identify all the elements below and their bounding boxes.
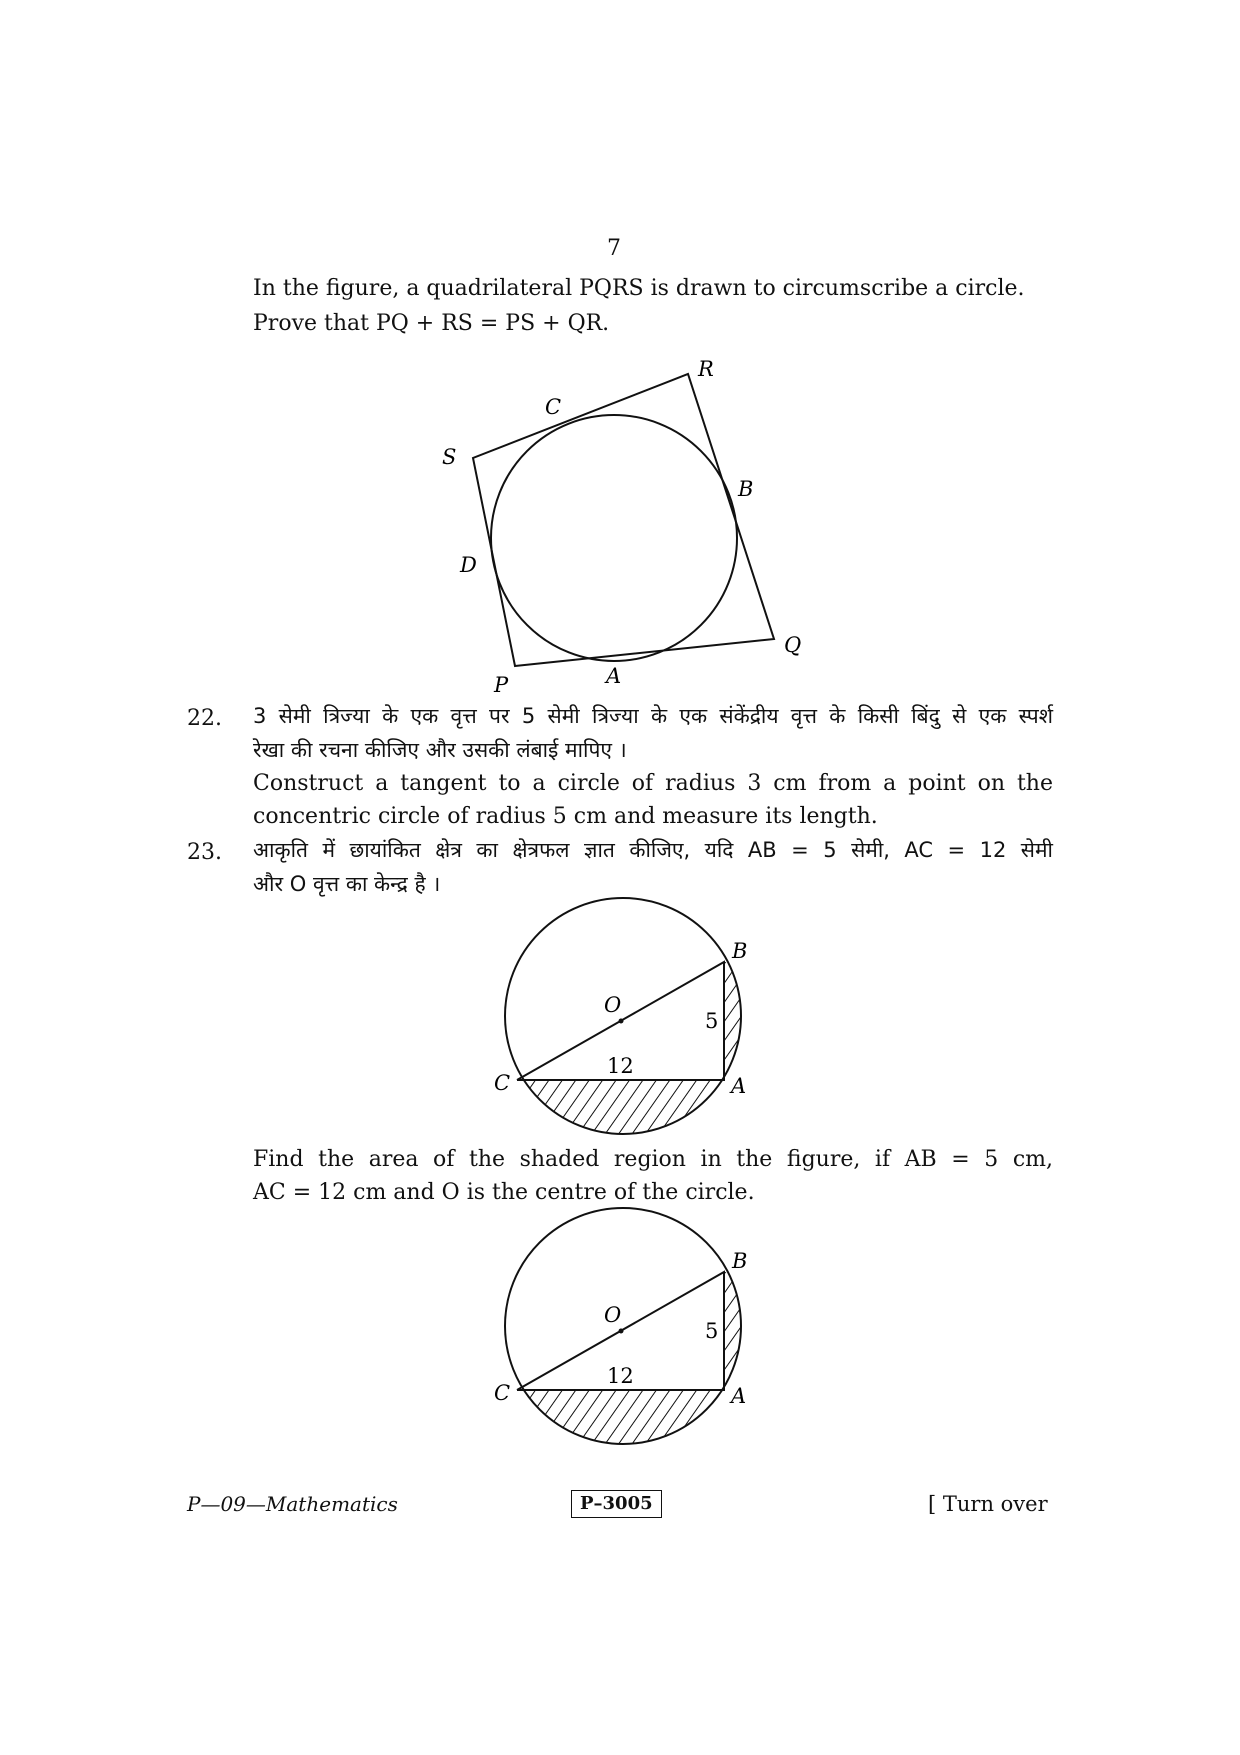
label-d: D (460, 553, 477, 577)
label-o: O (604, 1303, 622, 1327)
label-b: B (732, 1249, 748, 1273)
quadrilateral-figure (420, 340, 820, 705)
quadrilateral-pqrs (473, 374, 774, 666)
footer-subject: P—09—Mathematics (187, 1492, 398, 1516)
label-b: B (732, 939, 748, 963)
q22-hindi-line1: 3 सेमी त्रिज्या के एक वृत्त पर 5 सेमी त्रिज्या के एक संकेंद्रीय वृत्त के किसी बिंदु से एक स्पर्श (253, 704, 1053, 728)
label-c: C (545, 395, 562, 419)
label-b: B (738, 477, 754, 501)
label-a: A (731, 1384, 747, 1408)
circle-triangle-figure-1 (480, 890, 760, 1150)
q23-hindi-line2: और O वृत्त का केन्द्र है । (253, 872, 441, 896)
circle-triangle-figure-2 (480, 1200, 760, 1460)
q22-english-line2: concentric circle of radius 5 cm and measure its length. (253, 804, 878, 829)
label-five: 5 (705, 1009, 719, 1033)
label-p: P (494, 673, 509, 697)
label-a: A (606, 664, 622, 688)
q23-hindi-line1: आकृति में छायांकित क्षेत्र का क्षेत्रफल ज्ञात कीजिए, यदि AB = 5 सेमी, AC = 12 सेमी (253, 838, 1053, 862)
q21-text-line2: Prove that PQ + RS = PS + QR. (253, 311, 610, 336)
label-c: C (494, 1381, 511, 1405)
centre-point (619, 1019, 624, 1024)
label-s: S (442, 445, 457, 469)
centre-point (619, 1329, 624, 1334)
inscribed-circle (491, 415, 737, 661)
label-r: R (698, 357, 714, 381)
label-c: C (494, 1071, 511, 1095)
q23-english-line2: AC = 12 cm and O is the centre of the circle. (253, 1180, 755, 1205)
label-twelve: 12 (607, 1054, 634, 1078)
footer-paper-code: P–3005 (571, 1490, 662, 1518)
label-twelve: 12 (607, 1364, 634, 1388)
label-q: Q (784, 633, 802, 657)
label-o: O (604, 993, 622, 1017)
q22-number: 22. (187, 706, 222, 731)
q23-number: 23. (187, 840, 222, 865)
label-five: 5 (705, 1319, 719, 1343)
page-number: 7 (607, 236, 621, 261)
q22-hindi-line2: रेखा की रचना कीजिए और उसकी लंबाई मापिए । (253, 738, 627, 762)
footer-turn-over: [ Turn over (928, 1492, 1048, 1516)
q21-text-line1: In the figure, a quadrilateral PQRS is drawn to circumscribe a circle. (253, 276, 1025, 301)
label-a: A (731, 1074, 747, 1098)
q23-english-line1: Find the area of the shaded region in the figure, if AB = 5 cm, (253, 1147, 1053, 1172)
q22-english-line1: Construct a tangent to a circle of radius 3 cm from a point on the (253, 771, 1053, 796)
